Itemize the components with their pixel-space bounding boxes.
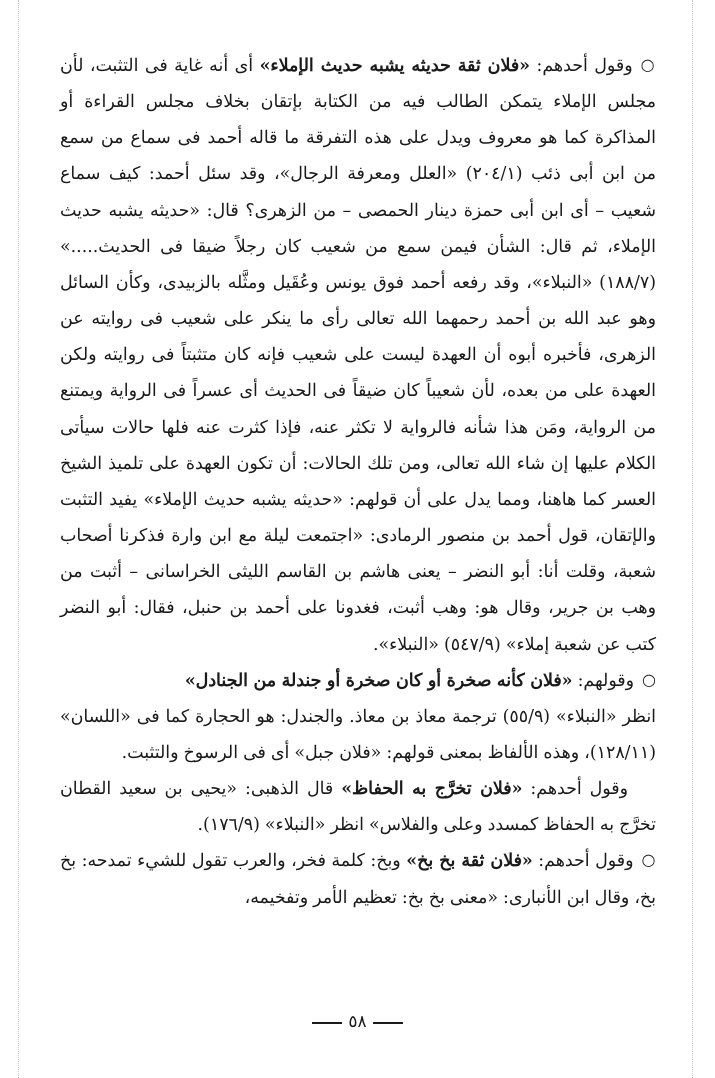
- page-footer: [0, 1012, 715, 1032]
- term-heading: «فلان ثقة حديثه يشبه حديث الإملاء»: [259, 56, 531, 76]
- footer-dash: [373, 1022, 403, 1024]
- paragraph-huffaz: [60, 771, 656, 843]
- paragraph-sakhra-body: انظر «النبلاء» (٥٥/٩) ترجمة معاذ بن معاذ. والجندل: هو الحجارة كما فى «اللسان» (١٢٨/١١)، وهذه الألفاظ بمعنى قولهم: «فلان جبل» أى فى الرسوخ والتثبت.: [60, 706, 656, 763]
- paragraph-lead: وقول أحدهم:: [522, 779, 629, 800]
- circle-bullet-icon: ○: [640, 55, 657, 74]
- main-text: [60, 48, 656, 916]
- term-heading: «فلان ثقة بخ بخ»: [406, 851, 533, 872]
- paragraph-lead: وقول أحدهم:: [530, 56, 633, 76]
- footer-dash: [312, 1022, 342, 1024]
- paragraph-sakhra: [60, 663, 656, 699]
- circle-bullet-icon: ○: [642, 669, 656, 689]
- page-number: ٥٨: [348, 1012, 367, 1032]
- paragraph-body: أى أنه غاية فى التثبت، لأن مجلس الإملاء يتمكن الطالب فيه من الكتابة بإتقان بخلاف مجلس القراءة أو المذاكرة كما هو معروف ويدل على هذه التفرقة ما قاله أحمد فى سماع من سمع من ابن أبى ذئب (٢٠٤/١) «العلل ومعرفة الرجال»، وقد سئل أحمد: كيف سماع شعيب – أى ابن أبى حمزة دينار الحمصى – من الزهرى؟ قال: «حديثه يشبه حديث الإملاء، ثم قال: الشأن فيمن سمع من شعيب كان رجلاً ضيقا فى الحديث.....» (١٨٨/٧) «النبلاء»، وقد رفعه أحمد فوق يونس وعُقَيل ومثَّله بالزبيدى، وكأن السائل وهو عبد الله بن أحمد رحمهما الله تعالى رأى ما ينكر على شعيب فى روايته عن الزهرى، فأخبره أبوه أن العهدة ليست على شعيب فإنه كان متثبتاً فى روايته ولكن العهدة على من بعده، لأن شعيباً كان ضيقاً فى الحديث أى عسراً فى الرواية ويمتنع من الرواية، ومَن هذا شأنه فالرواية لا تكثر عنه، فإذا كثرت عنه فلها حالات سيأتى الكلام عليها إن شاء الله تعالى، ومن تلك الحالات: أن تكون العهدة على تلميذ الشيخ العسر كما هاهنا، ومما يدل على أن قولهم: «حديثه يشبه حديث الإملاء» يفيد التثبت والإتقان، قول أحمد بن منصور الرمادى: «اجتمعت ليلة مع ابن وارة فذكرنا أصحاب شعبة، وقلت أنا: أبو النضر – يعنى هاشم بن القاسم الليثى الخراسانى – أثبت من وهب بن جرير، وقال هو: وهب أثبت، فغدونا على أحمد بن حنبل، فقال: أبو النضر كتب عن شعبة إملاء» (٥٤٧/٩) «النبلاء».: [60, 56, 656, 655]
- paragraph-body: وبخ: كلمة فخر، والعرب تقول للشيء تمدحه: بخ بخ، وقال ابن الأنبارى: «معنى بخ بخ: تعظيم الأمر وتفخيمه،: [60, 851, 656, 908]
- term-heading: «فلان تخرَّج به الحفاظ»: [341, 779, 523, 800]
- circle-bullet-icon: ○: [641, 850, 656, 870]
- paragraph-bakh: [60, 843, 656, 915]
- paragraph-imla: [60, 48, 656, 663]
- paragraph-lead: وقولهم:: [572, 670, 635, 691]
- paragraph-lead: وقول أحدهم:: [532, 851, 634, 872]
- paragraph-body: قال الذهبى: «يحيى بن سعيد القطان تخرَّج به الحفاظ كمسدد وعلى والفلاس» انظر «النبلاء» (١٧٦/٩).: [60, 779, 656, 836]
- term-heading: «فلان كأنه صخرة أو كان صخرة أو جندلة من الجنادل»: [184, 670, 573, 691]
